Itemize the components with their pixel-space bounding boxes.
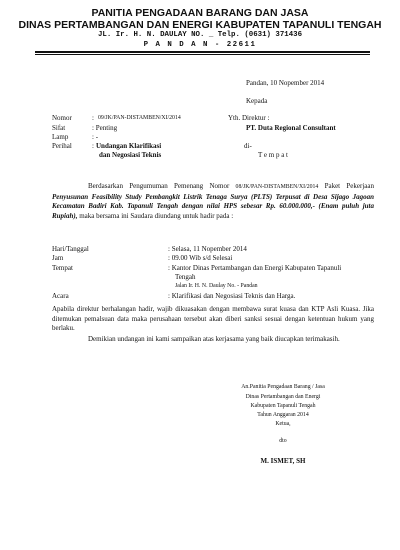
letterhead-rule-thin	[35, 54, 370, 55]
nomor-separator: :	[92, 114, 94, 122]
letterhead-address: JL. Ir. H. N. DAULAY NO. _ Telp. (0631) 371436	[97, 31, 302, 39]
intro-text: Berdasarkan Pengumuman Pemenang Nomor	[88, 182, 236, 190]
nomor-value: 09/JK/PAN-DISTAMBEN/XI/2014	[98, 115, 181, 121]
acara-value: : Klarifikasi dan Negosiasi Teknis dan Harga.	[168, 292, 296, 300]
jam-value: : 09.00 Wib s/d Selesai	[168, 254, 233, 262]
intro-paket-label: Paket Pekerjaan	[318, 182, 374, 190]
paragraph-kuasa: Apabila direktur berhalangan hadir, wajib dikuasakan dengan membawa surat kuasa dan KTP Asli Kuasa. Jika ditemukan pemalsuan data maka perusahaan tersebut akan diberi sanksi sesuai dengan ketentuan hukum yang berlaku.	[52, 305, 374, 333]
acara-label: Acara	[52, 292, 69, 300]
recipient-tempat: T e m p a t	[258, 151, 289, 159]
tempat-label: Tempat	[52, 264, 73, 272]
perihal-label: Perihal	[52, 142, 72, 150]
signature-dto: dto	[279, 438, 287, 444]
sifat-value: : Penting	[92, 124, 118, 132]
intro-invite: maka bersama ini Saudara diundang untuk hadir pada :	[77, 211, 234, 220]
perihal-line2: dan Negosiasi Teknis	[99, 151, 162, 159]
intro-nomor: 08/JK/PAN-DISTAMBEN/XI/2014	[235, 184, 319, 190]
letterhead-agency: DINAS PERTAMBANGAN DAN ENERGI KABUPATEN TAPANULI TENGAH	[18, 19, 382, 31]
sifat-label: Sifat	[52, 124, 66, 132]
signature-line5: Ketua,	[275, 421, 291, 427]
perihal-line1: Undangan Klarifikasi	[96, 142, 162, 150]
signature-line3: Kabupaten Tapanuli Tengah	[250, 403, 316, 409]
intro-paket-name: Penyusunan Feasibility Study Pembangkit Listrik Tenaga Surya (PLTS) Terpusat di Desa Sijago Jagoan Kecamatan Badiri Kab. Tapanuli Tengah dengan nilai HPS sebesar Rp. 60.000.000,- (Enam puluh juta Rupiah),	[52, 192, 374, 220]
recipient-yth: Yth. Direktur :	[228, 114, 270, 122]
kepada-label: Kepada	[246, 97, 268, 105]
recipient-di: di-	[244, 142, 252, 150]
nomor-label: Nomor	[52, 114, 72, 122]
paragraph-closing: Demikian undangan ini kami sampaikan atas kerjasama yang baik diucapkan terimakasih.	[88, 335, 340, 343]
tempat-value-cont: Tengah	[175, 273, 196, 281]
tempat-address: Jalan Ir. H. N. Daulay No. - Pandan	[175, 283, 258, 289]
lamp-label: Lamp	[52, 133, 69, 141]
tempat-value: : Kantor Dinas Pertambangan dan Energi Kabupaten Tapanuli	[168, 264, 342, 272]
signature-name: M. ISMET, SH	[260, 457, 306, 465]
paragraph-intro	[52, 182, 374, 221]
letter-date: Pandan, 10 Nopember 2014	[246, 79, 325, 87]
jam-label: Jam	[52, 254, 64, 262]
lamp-value: : -	[92, 133, 99, 141]
recipient-name: PT. Duta Regional Consultant	[246, 124, 336, 132]
signature-line1: An.Panitia Pengadaan Barang / Jasa	[241, 384, 325, 390]
hari-value: : Selasa, 11 Nopember 2014	[168, 245, 247, 253]
hari-label: Hari/Tanggal	[52, 245, 89, 253]
perihal-separator: :	[92, 142, 94, 150]
letterhead-city: P A N D A N - 22611	[143, 41, 257, 49]
letterhead-rule-thick	[35, 51, 370, 53]
signature-line4: Tahun Anggaran 2014	[257, 412, 309, 418]
signature-line2: Dinas Pertambangan dan Energi	[245, 394, 321, 400]
letterhead-title: PANITIA PENGADAAN BARANG DAN JASA	[91, 7, 309, 19]
